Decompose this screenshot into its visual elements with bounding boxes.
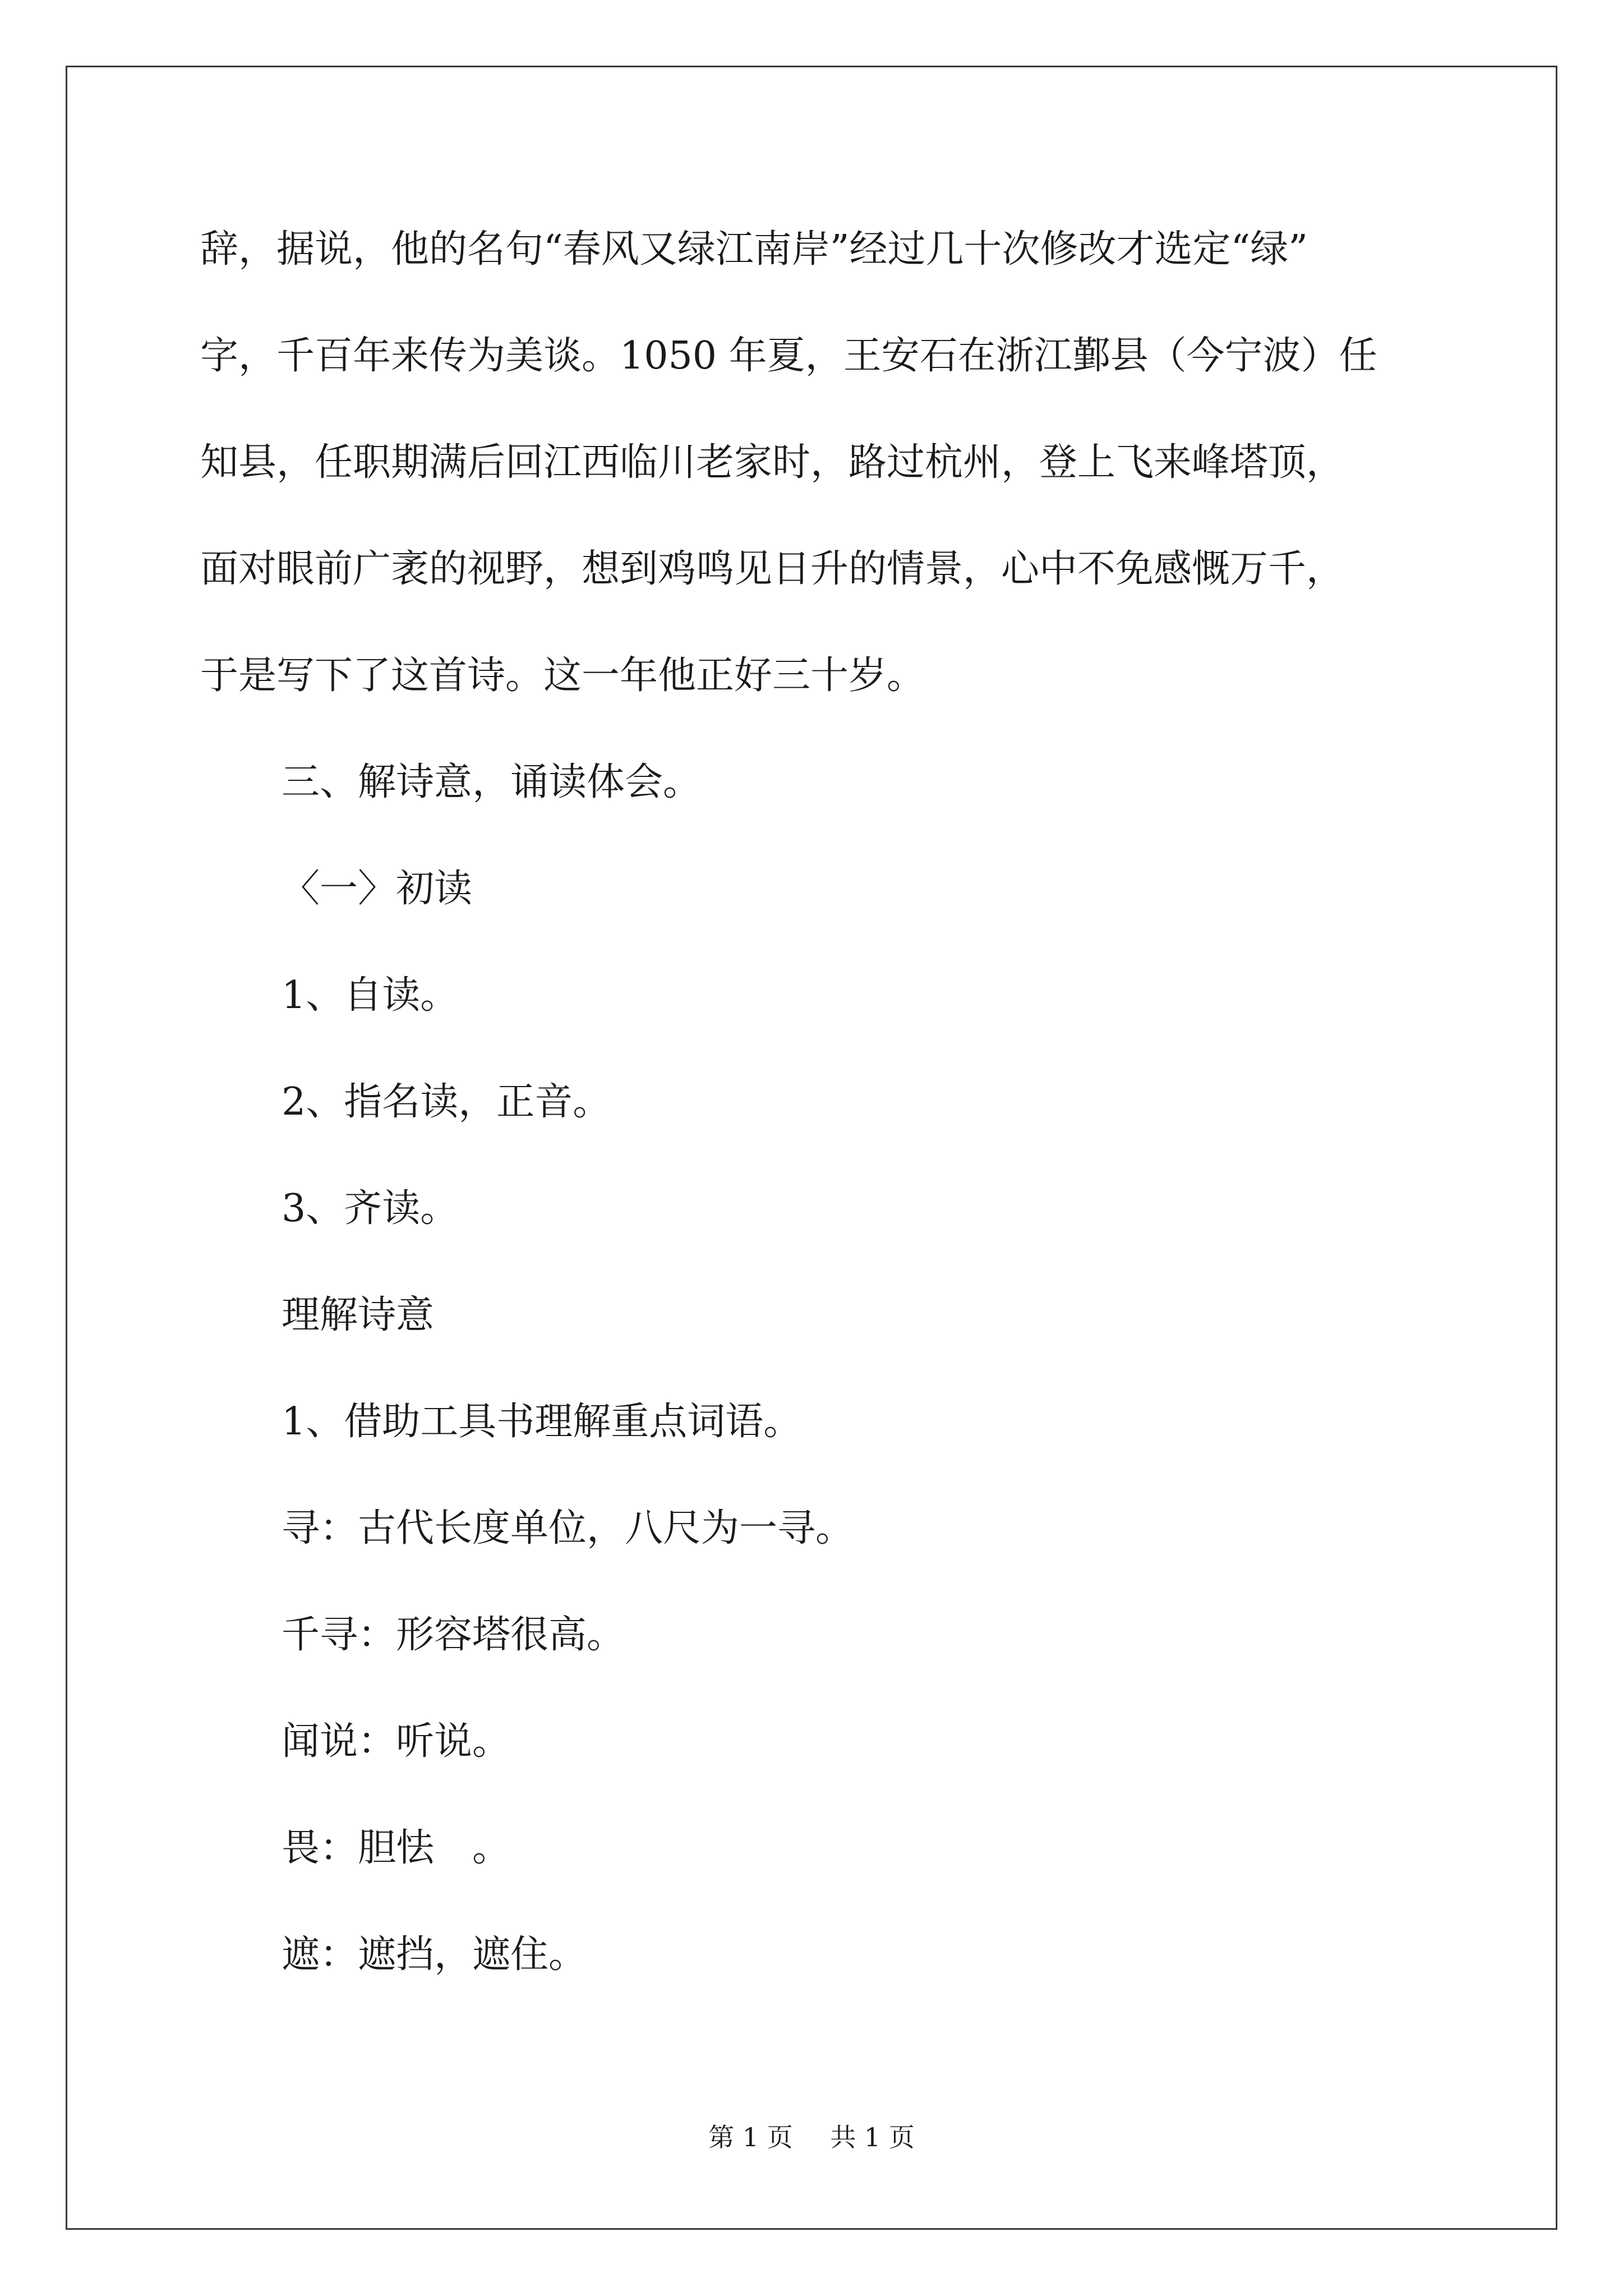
list-item: 1、借助工具书理解重点词语。 <box>282 1400 802 1444</box>
body-line-4: 面对眼前广袤的视野，想到鸡鸣见日升的情景，心中不免感慨万千， <box>200 547 1345 591</box>
body-line-3: 知县，任职期满后回江西临川老家时，路过杭州，登上飞来峰塔顶， <box>200 440 1345 485</box>
page-footer <box>0 2120 1623 2154</box>
list-item: 2、指名读，正音。 <box>282 1080 611 1124</box>
subsection-heading: 理解诗意 <box>282 1293 435 1337</box>
page-number: 第 1 页 <box>708 2122 793 2152</box>
subsection-heading: 〈一〉初读 <box>282 867 473 911</box>
definition-item: 遮：遮挡，遮住。 <box>282 1932 587 1977</box>
document-body <box>200 196 1434 2008</box>
list-item: 3、齐读。 <box>282 1186 459 1231</box>
definition-item: 千寻：形容塔很高。 <box>282 1613 625 1657</box>
page-total: 共 1 页 <box>830 2122 915 2152</box>
definition-item: 畏：胆怯 。 <box>282 1826 511 1870</box>
list-item: 1、自读。 <box>282 973 459 1018</box>
body-line-2: 字，千百年来传为美谈。1050 年夏，王安石在浙江鄞县（今宁波）任 <box>200 334 1377 378</box>
body-line-5: 于是写下了这首诗。这一年他正好三十岁。 <box>200 654 925 698</box>
body-line-1: 辞，据说，他的名句“春风又绿江南岸”经过几十次修改才选定“绿” <box>200 227 1308 272</box>
section-heading: 三、解诗意，诵读体会。 <box>282 760 702 804</box>
definition-item: 闻说：听说。 <box>282 1719 511 1764</box>
definition-item: 寻：古代长度单位，八尺为一寻。 <box>282 1506 854 1550</box>
